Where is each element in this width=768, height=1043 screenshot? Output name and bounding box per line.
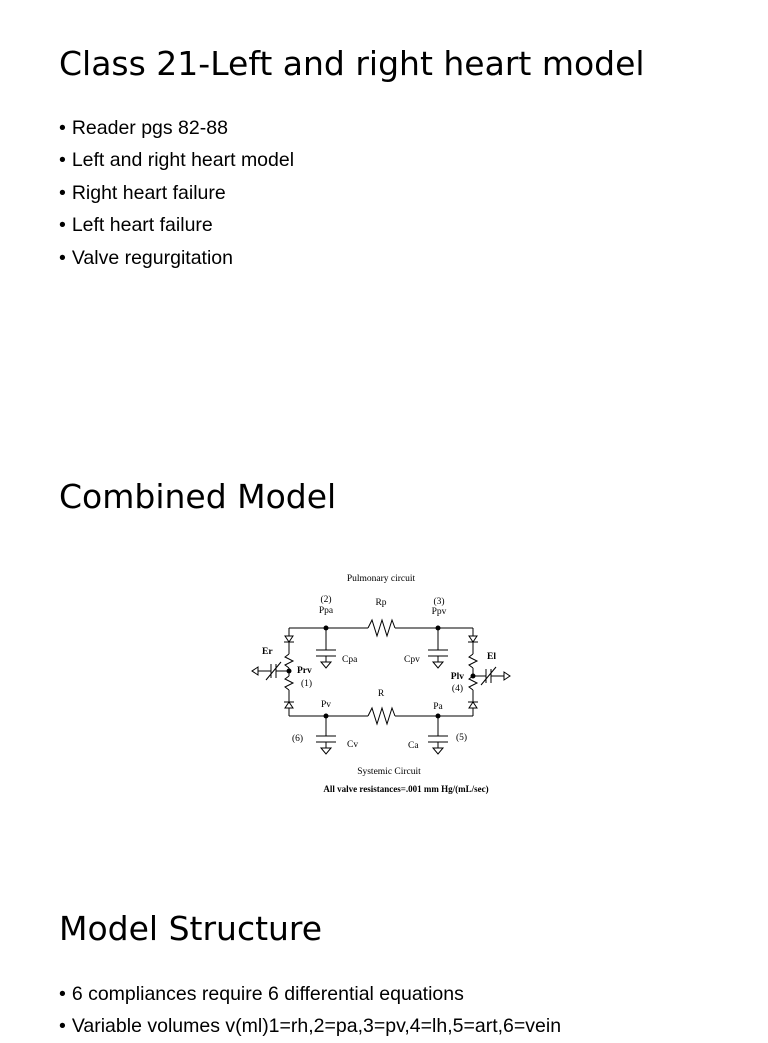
- resistor-rp-label: Rp: [375, 598, 387, 608]
- elastance-er-label: Er: [262, 647, 273, 657]
- node-number-label: (6): [292, 734, 304, 744]
- pulmonary-circuit-label: Pulmonary circuit: [346, 574, 416, 584]
- node-ppv-label: Ppv: [431, 607, 447, 617]
- bullet-item: • Reader pgs 82-88: [59, 112, 294, 144]
- node-prv-label: Prv: [297, 666, 312, 676]
- bullet-item: • Variable volumes v(ml)1=rh,2=pa,3=pv,4=lh,5=art,6=vein: [59, 1010, 561, 1042]
- node-number-label: (1): [301, 679, 313, 689]
- systemic-circuit-label: Systemic Circuit: [357, 767, 421, 777]
- resistor-r-label: R: [377, 689, 385, 699]
- capacitor-cv-label: Cv: [347, 740, 359, 750]
- bullet-item: • 6 compliances require 6 differential equations: [59, 978, 561, 1010]
- bullet-item: • Right heart failure: [59, 177, 294, 209]
- valve-resistance-caption: All valve resistances=.001 mm Hg/(mL/sec): [323, 784, 489, 794]
- elastance-el-label: El: [487, 652, 496, 662]
- bullet-item: • Valve regurgitation: [59, 242, 294, 274]
- node-number-label: (2): [320, 595, 332, 605]
- bullet-item: • Left heart failure: [59, 209, 294, 241]
- node-pv-label: Pv: [320, 700, 332, 710]
- node-ppa-label: Ppa: [318, 606, 334, 616]
- node-pa-label: Pa: [433, 702, 443, 712]
- node-plv-label: Plv: [450, 672, 464, 682]
- bullet-list: [59, 978, 561, 1043]
- node-number-label: (3): [433, 597, 445, 607]
- slide-title: Combined Model: [59, 477, 337, 516]
- capacitor-ca-label: Ca: [408, 741, 419, 751]
- capacitor-cpa-label: Cpa: [342, 655, 358, 665]
- node-number-label: (4): [451, 684, 463, 694]
- slide-title: Class 21-Left and right heart model: [59, 44, 645, 83]
- slide-title: Model Structure: [59, 909, 323, 948]
- capacitor-cpv-label: Cpv: [404, 655, 420, 665]
- circuit-diagram: [250, 568, 520, 798]
- node-number-label: (5): [456, 733, 468, 743]
- bullet-item: • Left and right heart model: [59, 144, 294, 176]
- bullet-list: [59, 112, 294, 274]
